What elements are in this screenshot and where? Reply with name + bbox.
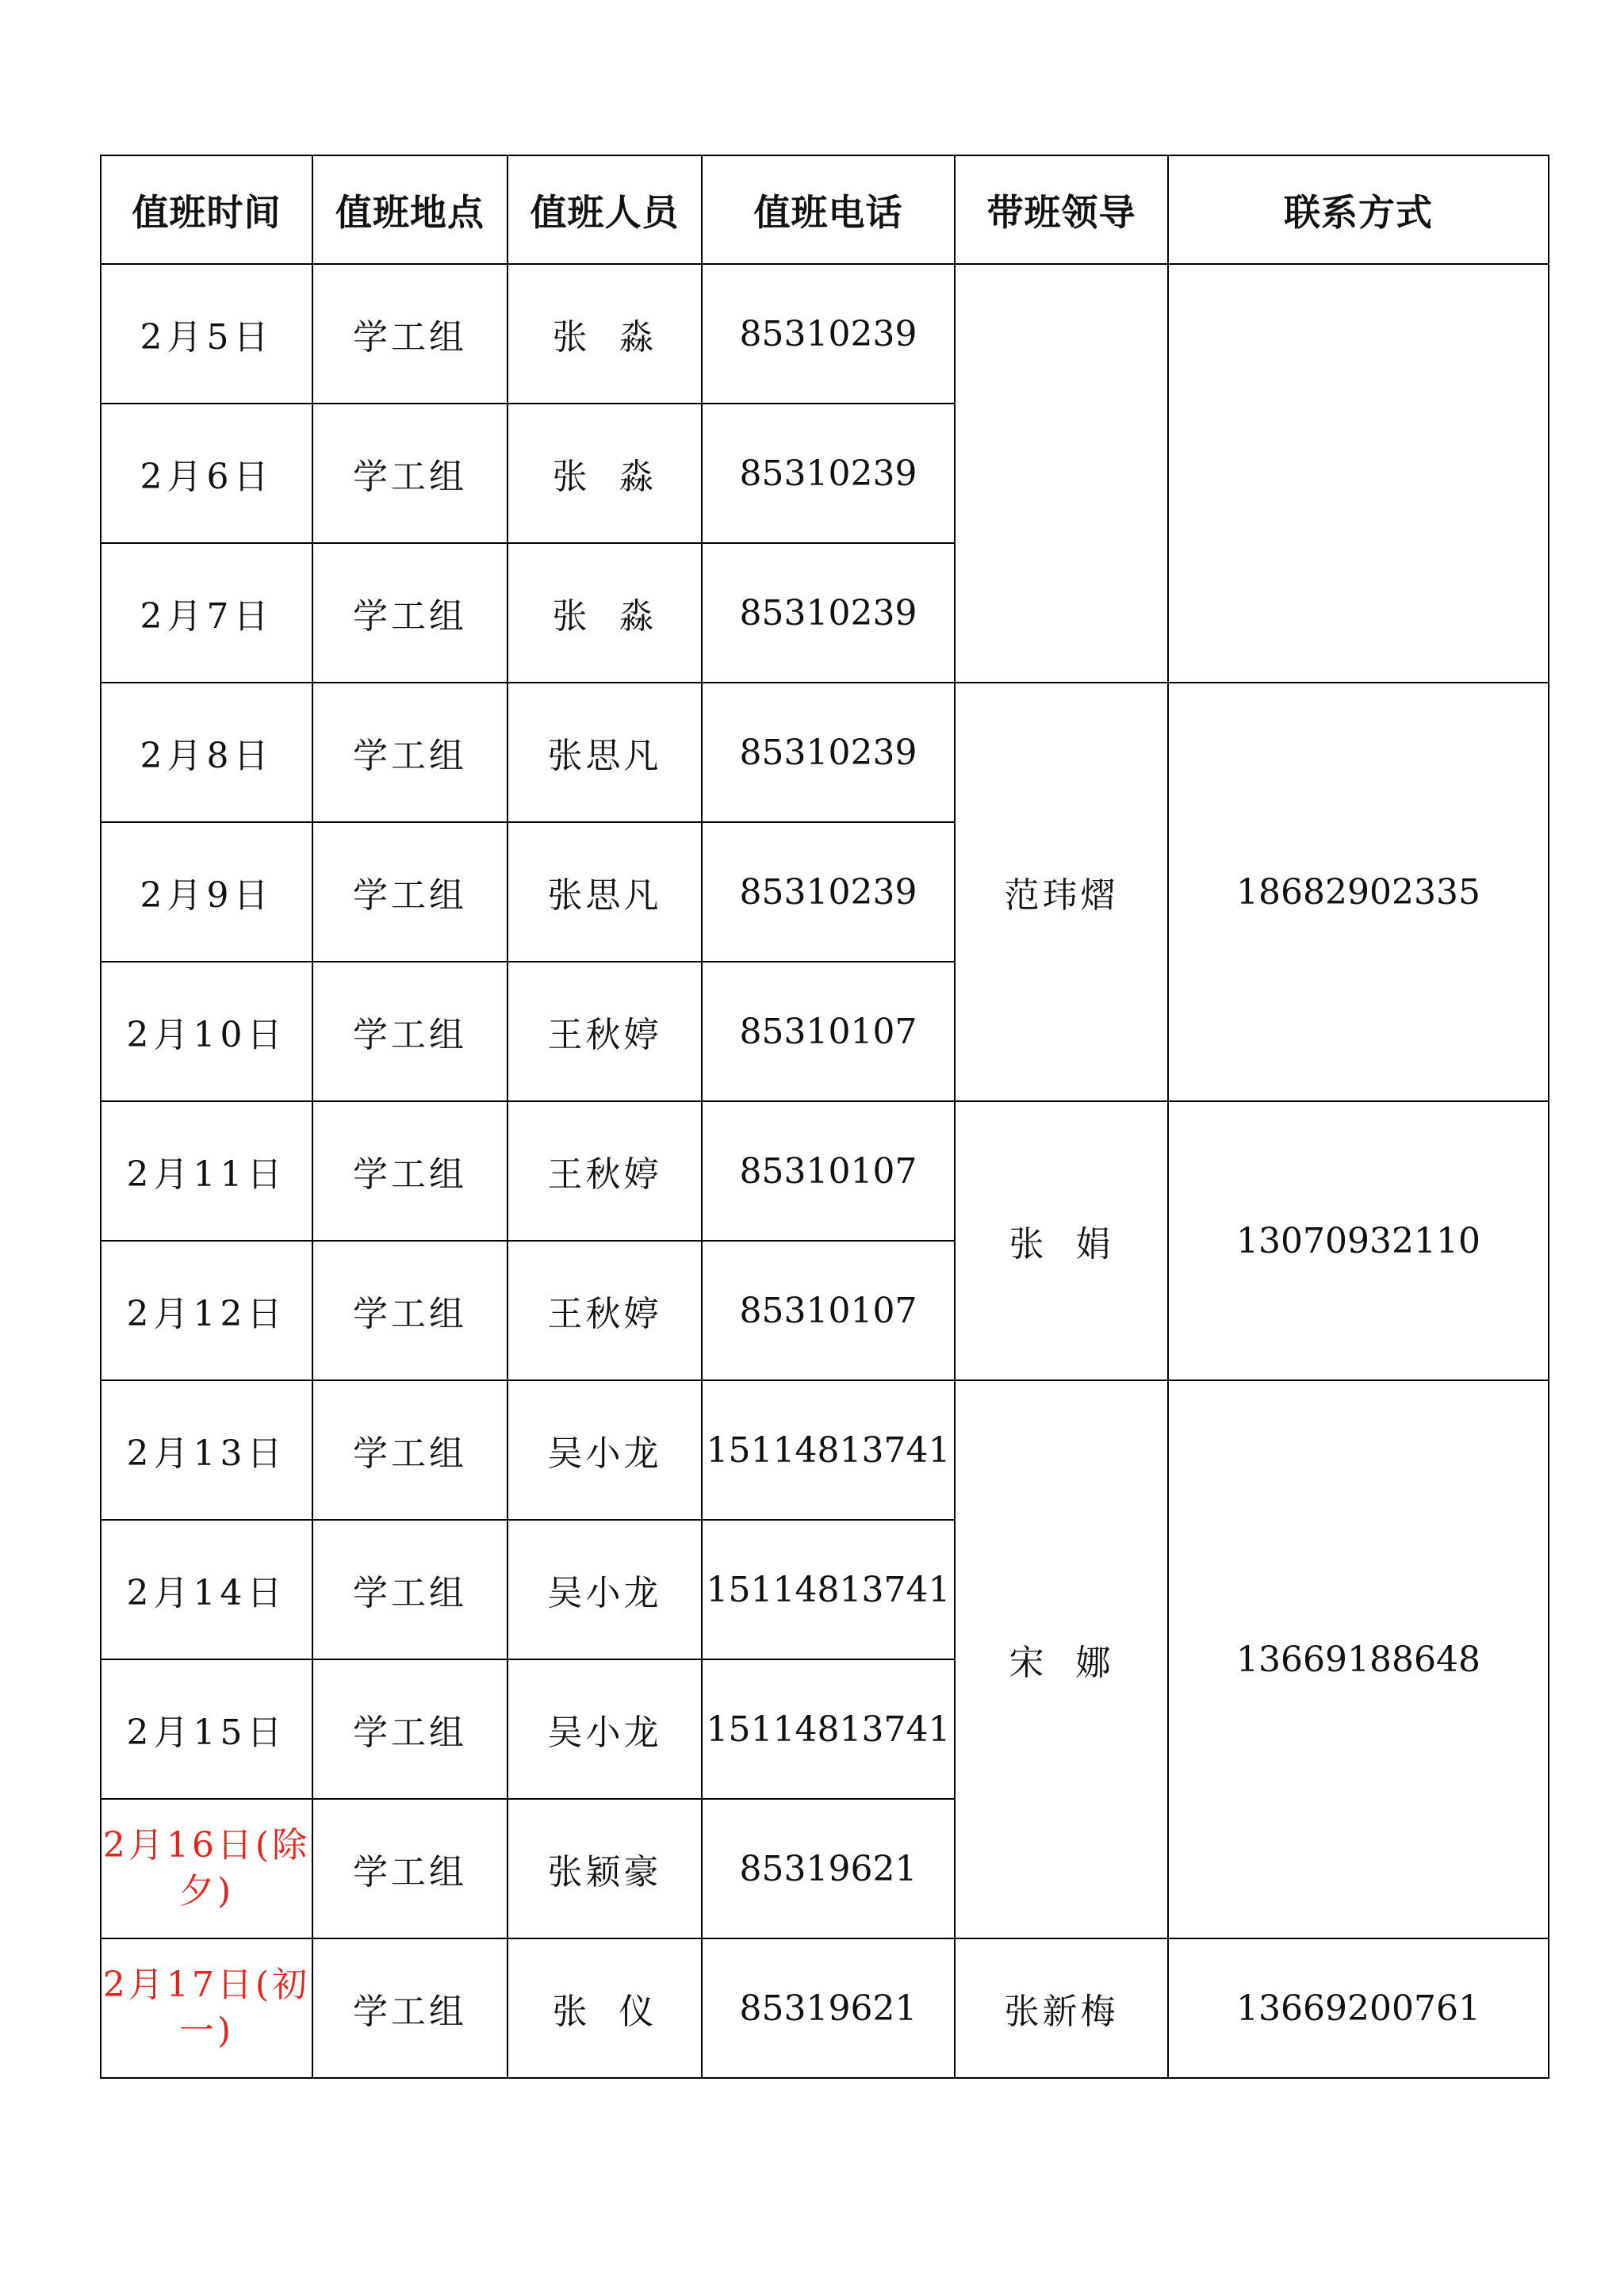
staff-cell: 吴小龙 xyxy=(508,1659,702,1799)
date-cell-holiday: 2月17日(初一) xyxy=(101,1938,312,2078)
staff-cell: 张思凡 xyxy=(508,822,702,962)
phone-cell: 85310239 xyxy=(702,264,955,404)
staff-cell: 张思凡 xyxy=(508,683,702,822)
staff-cell: 张 淼 xyxy=(508,543,702,683)
leader-contact-cell: 13669200761 xyxy=(1168,1938,1549,2078)
leader-contact-cell: 13070932110 xyxy=(1168,1101,1549,1380)
leader-cell: 范玮熠 xyxy=(955,683,1168,1101)
phone-cell: 85319621 xyxy=(702,1938,955,2078)
date-cell: 2月13日 xyxy=(101,1380,312,1520)
staff-cell: 张 淼 xyxy=(508,404,702,543)
staff-cell: 吴小龙 xyxy=(508,1520,702,1659)
date-cell: 2月8日 xyxy=(101,683,312,822)
duty-roster-table xyxy=(100,155,1549,2079)
staff-cell: 王秋婷 xyxy=(508,1241,702,1380)
date-cell: 2月7日 xyxy=(101,543,312,683)
staff-cell: 王秋婷 xyxy=(508,962,702,1101)
table-row xyxy=(101,1380,1549,1520)
date-cell-holiday: 2月16日(除夕) xyxy=(101,1799,312,1938)
phone-cell: 15114813741 xyxy=(702,1659,955,1799)
place-cell: 学工组 xyxy=(312,1520,508,1659)
date-cell: 2月14日 xyxy=(101,1520,312,1659)
place-cell: 学工组 xyxy=(312,1659,508,1799)
phone-cell: 85319621 xyxy=(702,1799,955,1938)
place-cell: 学工组 xyxy=(312,543,508,683)
header-duty-phone: 值班电话 xyxy=(702,155,955,264)
staff-cell: 王秋婷 xyxy=(508,1101,702,1241)
place-cell: 学工组 xyxy=(312,1938,508,2078)
phone-cell: 85310239 xyxy=(702,543,955,683)
date-cell: 2月9日 xyxy=(101,822,312,962)
header-duty-location: 值班地点 xyxy=(312,155,508,264)
table-row xyxy=(101,264,1549,404)
date-cell: 2月12日 xyxy=(101,1241,312,1380)
date-cell: 2月11日 xyxy=(101,1101,312,1241)
place-cell: 学工组 xyxy=(312,1799,508,1938)
date-cell: 2月10日 xyxy=(101,962,312,1101)
phone-cell: 85310239 xyxy=(702,683,955,822)
header-leader: 带班领导 xyxy=(955,155,1168,264)
date-cell: 2月5日 xyxy=(101,264,312,404)
phone-cell: 85310239 xyxy=(702,822,955,962)
phone-cell: 85310239 xyxy=(702,404,955,543)
date-cell: 2月15日 xyxy=(101,1659,312,1799)
place-cell: 学工组 xyxy=(312,1101,508,1241)
leader-cell xyxy=(955,264,1168,683)
date-cell: 2月6日 xyxy=(101,404,312,543)
phone-cell: 15114813741 xyxy=(702,1380,955,1520)
place-cell: 学工组 xyxy=(312,822,508,962)
staff-cell: 吴小龙 xyxy=(508,1380,702,1520)
leader-cell: 张新梅 xyxy=(955,1938,1168,2078)
table-row xyxy=(101,1101,1549,1241)
table-row xyxy=(101,683,1549,822)
leader-contact-cell xyxy=(1168,264,1549,683)
place-cell: 学工组 xyxy=(312,404,508,543)
leader-cell: 张 娟 xyxy=(955,1101,1168,1380)
leader-cell: 宋 娜 xyxy=(955,1380,1168,1938)
header-duty-time: 值班时间 xyxy=(101,155,312,264)
phone-cell: 85310107 xyxy=(702,962,955,1101)
leader-contact-cell: 13669188648 xyxy=(1168,1380,1549,1938)
phone-cell: 85310107 xyxy=(702,1101,955,1241)
staff-cell: 张颖豪 xyxy=(508,1799,702,1938)
staff-cell: 张 仪 xyxy=(508,1938,702,2078)
place-cell: 学工组 xyxy=(312,683,508,822)
place-cell: 学工组 xyxy=(312,1380,508,1520)
table-row xyxy=(101,1938,1549,2078)
place-cell: 学工组 xyxy=(312,1241,508,1380)
header-contact: 联系方式 xyxy=(1168,155,1549,264)
staff-cell: 张 淼 xyxy=(508,264,702,404)
phone-cell: 85310107 xyxy=(702,1241,955,1380)
place-cell: 学工组 xyxy=(312,962,508,1101)
header-row xyxy=(101,155,1549,264)
phone-cell: 15114813741 xyxy=(702,1520,955,1659)
place-cell: 学工组 xyxy=(312,264,508,404)
leader-contact-cell: 18682902335 xyxy=(1168,683,1549,1101)
header-duty-staff: 值班人员 xyxy=(508,155,702,264)
